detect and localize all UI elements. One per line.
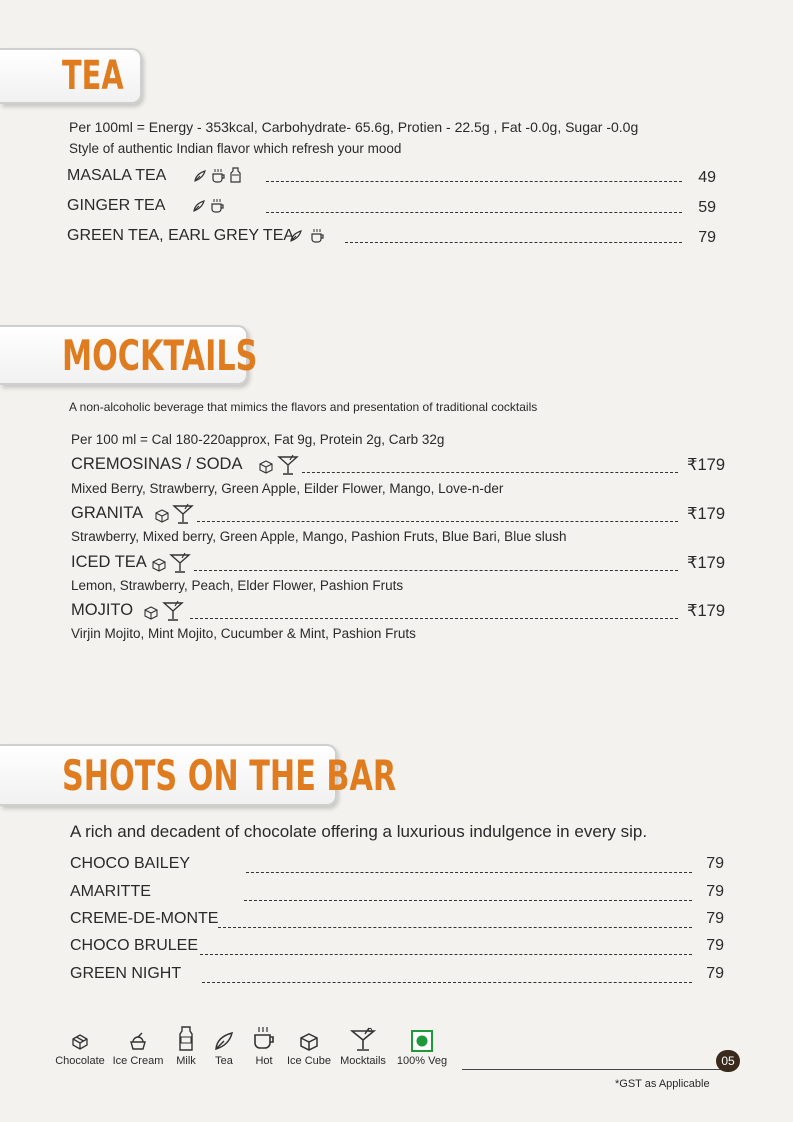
shots-description: A rich and decadent of chocolate offering a luxurious indulgence in every sip.: [70, 822, 648, 841]
milk-icon: [230, 167, 241, 188]
mocktail-icon: [169, 552, 191, 579]
item-name: GINGER TEA: [67, 197, 166, 214]
hot-icon: [310, 228, 324, 248]
ice-cream-icon: [127, 1030, 149, 1052]
shots-banner: [0, 744, 397, 806]
legend-tea: [210, 1030, 238, 1067]
tea-icon: [193, 169, 207, 188]
item-price: 79: [706, 965, 724, 982]
leader-dashes: [266, 181, 682, 182]
menu-item-choco-brulee: [70, 937, 198, 955]
leader-dashes: [200, 954, 692, 955]
item-name: MOJITO: [71, 601, 134, 619]
item-flavors: Virjin Mojito, Mint Mojito, Cucumber & Mint, Pashion Fruts: [71, 626, 416, 641]
legend-mocktails: [338, 1027, 388, 1067]
ice-cube-icon: [155, 509, 169, 528]
legend-hot: [250, 1026, 278, 1067]
leader-dashes: [302, 472, 678, 473]
leader-dashes: [194, 570, 678, 571]
item-price: ₹179: [686, 602, 725, 620]
tea-title: TEA: [62, 53, 124, 99]
item-name: GREEN TEA, EARL GREY TEA: [67, 227, 295, 244]
item-name: CHOCO BRULEE: [70, 937, 199, 954]
item-price: 79: [706, 883, 724, 900]
legend-chocolate: [55, 1032, 105, 1067]
item-name: CREME-DE-MONTE: [70, 910, 219, 927]
tea-icon: [289, 229, 303, 248]
legend-ice-cube: [285, 1032, 333, 1067]
leader-dashes: [190, 618, 678, 619]
legend-label: Mocktails: [340, 1055, 386, 1067]
item-price: 49: [698, 169, 716, 186]
leader-dashes: [197, 521, 678, 522]
menu-item-ginger-tea: [67, 197, 165, 215]
chocolate-icon: [70, 1032, 90, 1052]
menu-item-cremosinas-soda: [71, 455, 242, 474]
item-name: CREMOSINAS / SODA: [71, 455, 243, 473]
item-flavors: Strawberry, Mixed berry, Green Apple, Mango, Pashion Fruts, Blue Bari, Blue slush: [71, 529, 567, 544]
menu-item-green-night: [70, 965, 181, 983]
legend-veg: [394, 1030, 450, 1067]
gst-note: *GST as Applicable: [615, 1078, 710, 1090]
tea-icon: [213, 1030, 235, 1052]
ice-cube-icon: [299, 1032, 319, 1052]
mocktail-icon: [172, 503, 194, 530]
legend-label: Milk: [176, 1055, 196, 1067]
menu-item-mojito: [71, 601, 133, 620]
leader-dashes: [218, 927, 692, 928]
ice-cube-icon: [144, 606, 158, 625]
item-name: GREEN NIGHT: [70, 965, 182, 982]
item-price: 59: [698, 199, 716, 216]
menu-item-iced-tea: [71, 553, 147, 572]
page-number-badge: [716, 1050, 740, 1072]
mocktails-nutrition: Per 100 ml = Cal 180-220approx, Fat 9g, Protein 2g, Carb 32g: [71, 432, 445, 447]
leader-dashes: [202, 982, 692, 983]
item-name: ICED TEA: [71, 553, 147, 571]
mocktails-description: A non-alcoholic beverage that mimics the flavors and presentation of traditional cocktails: [69, 400, 538, 414]
ice-cube-icon: [259, 460, 273, 479]
menu-item-masala-tea: [67, 167, 166, 185]
tea-description: Style of authentic Indian flavor which refresh your mood: [69, 141, 402, 156]
menu-item-amaritte: [70, 883, 151, 901]
legend-label: Chocolate: [55, 1055, 105, 1067]
leader-dashes: [244, 900, 692, 901]
mocktail-icon: [277, 454, 299, 481]
legend-label: Tea: [215, 1055, 233, 1067]
page-number: 05: [721, 1054, 735, 1068]
menu-item-creme-de-monte: [70, 910, 218, 928]
milk-icon: [178, 1026, 194, 1052]
mocktail-icon: [350, 1027, 376, 1052]
tea-icon: [192, 199, 206, 218]
leader-dashes: [345, 242, 682, 243]
hot-icon: [211, 168, 225, 188]
hot-icon: [210, 198, 224, 218]
legend-ice-cream: [111, 1030, 165, 1067]
menu-item-choco-bailey: [70, 855, 190, 873]
hot-icon: [252, 1026, 276, 1052]
item-flavors: Lemon, Strawberry, Peach, Elder Flower, Pashion Fruts: [71, 578, 404, 593]
item-name: CHOCO BAILEY: [70, 855, 191, 872]
item-flavors: Mixed Berry, Strawberry, Green Apple, Eilder Flower, Mango, Love-n-der: [71, 481, 504, 496]
menu-item-green-tea: [67, 227, 294, 245]
mocktail-icon: [162, 600, 184, 627]
legend-label: Ice Cream: [112, 1055, 164, 1067]
legend-label: Ice Cube: [286, 1055, 332, 1067]
mocktails-banner: [0, 325, 258, 385]
item-name: AMARITTE: [70, 883, 151, 900]
item-price: 79: [706, 937, 724, 954]
legend-label: Hot: [255, 1055, 273, 1067]
tea-nutrition: Per 100ml = Energy - 353kcal, Carbohydrate- 65.6g, Protien - 22.5g , Fat -0.0g, Sugar -0.0g: [69, 119, 639, 135]
footer-rule: [462, 1069, 724, 1070]
item-name: GRANITA: [71, 504, 144, 522]
veg-icon: [411, 1030, 433, 1052]
ice-cube-icon: [152, 558, 166, 577]
item-price: ₹179: [686, 554, 725, 572]
leader-dashes: [266, 212, 682, 213]
item-price: 79: [706, 855, 724, 872]
menu-item-granita: [71, 504, 143, 523]
item-price: ₹179: [686, 456, 725, 474]
mocktails-title: MOCKTAILS: [62, 330, 258, 380]
shots-title: SHOTS ON THE BAR: [62, 750, 397, 800]
tea-banner: [0, 48, 142, 104]
item-name: MASALA TEA: [67, 167, 167, 184]
item-price: ₹179: [686, 505, 725, 523]
leader-dashes: [246, 872, 692, 873]
legend-label: 100% Veg: [396, 1055, 448, 1067]
item-price: 79: [706, 910, 724, 927]
item-price: 79: [698, 229, 716, 246]
legend-milk: [172, 1026, 200, 1067]
